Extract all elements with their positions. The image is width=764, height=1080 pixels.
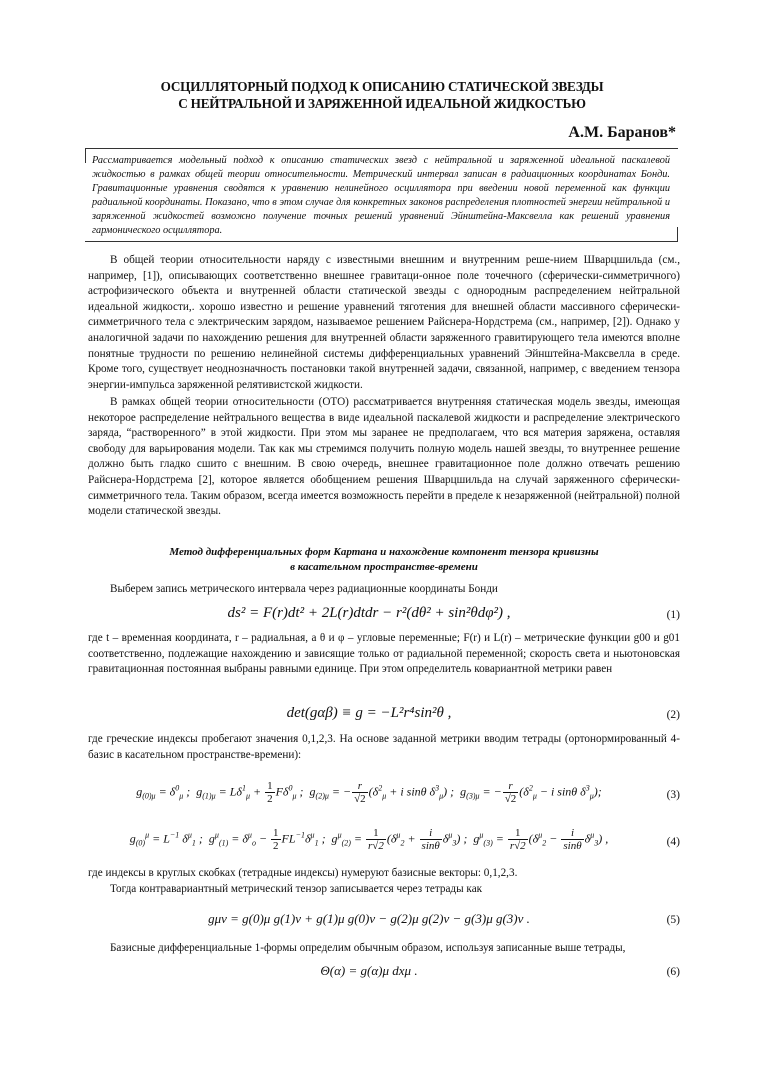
equation-1-number: (1): [666, 609, 680, 621]
equation-4-number: (4): [666, 836, 680, 848]
equation-4: [88, 827, 680, 855]
abstract-text: Рассматривается модельный подход к описанию статических звезд с нейтральной и заряженной идеальной паскалевой жидкостью в рамках общей теории относительности. Метрический интервал записан в радиационных координатах Бонди. Гравитационные уравнения сводятся к уравнению нелинейного осциллятора при введении новой переменной как функции радиальной координаты. Показано, что в этом случае для конкретных законов распределения плотностей энергии нейтральной и заряженной жидкостей возможно получение точных решений уравнений Эйнштейна-Максвелла как решений уравнения гармонического осциллятора.: [92, 155, 670, 237]
equation-6-formula: Θ(α) = g(α)μ dxμ .: [320, 963, 418, 978]
equation-1-formula: ds² = F(r)dt² + 2L(r)dtdr − r²(dθ² + sin²θdφ²) ,: [227, 605, 511, 621]
paper-title-line-2: С НЕЙТРАЛЬНОЙ И ЗАРЯЖЕННОЙ ИДЕАЛЬНОЙ ЖИДКОСТЬЮ: [178, 96, 586, 111]
equation-2-number: (2): [666, 709, 680, 721]
section-heading-line-1: Метод дифференциальных форм Картана и нахождение компонент тензора кривизны: [169, 546, 599, 558]
equation-1: [88, 605, 680, 633]
body-paragraph-1: [88, 253, 680, 393]
paper-title-line-1: ОСЦИЛЛЯТОРНЫЙ ПОДХОД К ОПИСАНИЮ СТАТИЧЕСКОЙ ЗВЕЗДЫ: [160, 79, 604, 94]
equation-5-formula: gμν = g(0)μ g(1)ν + g(1)μ g(0)ν − g(2)μ g(2)ν − g(3)μ g(3)ν .: [208, 911, 530, 926]
equation-4-formula: $g_{(0)}^\mu = L^{-1}$ $\delta^\mu_1$ ; $g^\mu_{(1)} = \delta^\mu_o$ − $\frac{1}{2}$ $FL^{-1}\delta^\mu_1$ ; $g^\mu_{(2)}$ = $\frac{1}{r√2}$ ($\delta^\mu_2$ + $\frac{i}{\sin\theta}$ $\delta^\mu_3$) ; $g^\mu_{(3)}$ = $\frac{1}{r√2}$ ($\delta^\mu_2$ − $\frac{i}{\sin\theta}$ $\delta^\mu_3$) ,: [129, 827, 609, 852]
equation-3-formula: $g_{(0)\mu} = \delta^0_\mu$ ; $g_{(1)\mu} = L\delta^1_\mu$ + $\frac{1}{2}$ $F\delta^0_\mu$ ; $g_{(2)\mu}$ = − $\frac{r}{√2}$ ($\delta^2_\mu + i$ sinθ $\delta^3_\mu$) ; $g_{(3)\mu}$ = − $\frac{r}{√2}$ ($\delta^2_\mu - i$ sinθ $\delta^3_\mu$);: [136, 780, 602, 805]
intro-eq6-text: Базисные дифференциальные 1-формы определим обычным образом, используя записанные выше тетрады,: [110, 942, 626, 954]
after-eq2-text: где греческие индексы пробегают значения 0,1,2,3. На основе заданной метрики вводим тетрады (ортонормированный 4-базис в касательном пространстве-времени):: [88, 733, 680, 761]
section-heading: [88, 545, 680, 575]
paragraph-text: В рамках общей теории относительности (ОТО) рассматривается внутренняя статическая модель звезды, имеющая некоторое распределение нейтрального вещества в виде идеальной паскалевой жидкости и распределение электрического заряда, “растворенного” в этой жидкости. При этом мы заранее не предполагаем, что вся материя заряжена, оставляя свободу для варьирования модели. Так как мы стремимся получить полную модель нашей звезды, то внутреннее решение должно быть гладко сшито с внешним. В свою очередь, внешнее гравитационное поле должно отвечать решению Райснера-Нордстрема [2], которое является обобщением решения Шварцшильда на случай заряженного сферически-симметричного тела. Таким образом, всегда имеется возможность перейти в пределе к незаряженной (нейтральной) полной модели статической звезды.: [88, 396, 680, 518]
intro-eq5-text: Тогда контравариантный метрический тензор записывается через тетрады как: [110, 883, 483, 895]
body-paragraph-2: [88, 395, 680, 520]
equation-6-number: (6): [666, 966, 680, 978]
after-eq1-text: где t – временная координата, r – радиальная, а θ и φ – угловые переменные; F(r) и L(r) – метрические функции g00 и g01 соответственно, подлежащие нахождению и зависящие только от радиальной переменной; скорость света и ньютоновская гравитационная постоянная выбраны равными единице. При этом определитель ковариантной метрики равен: [88, 632, 680, 676]
equation-2: [88, 705, 680, 733]
equation-5-number: (5): [666, 914, 680, 926]
equation-6: [88, 963, 680, 991]
paragraph-text: В общей теории относительности наряду с известными внешним и внутренним реше-нием Шварцшильда (см., например, [1]), описывающих соответственно внешнее гравитаци-онное поле точечного (сферически-симметричного) астрофизического объекта и внутренней области статической звезды с однородным распределением нейтральной идеальной жидкости,. хорошо известно и решение уравнений тяготения для внешней области массивного сферически-симметричного тела с электрическим зарядом, называемое решением Райснера-Нордстрема (см., например, [2]). Однако у аналогичной задачи по нахождению решения для внутренней области заряженного гравитирующего тела имеются вполне понятные трудности по решению нелинейной системы дифференциальных уравнений Эйнштейна-Максвелла в среде. Кроме того, существует неоднозначность постановки такой внутренней задачи, связанной, например, с введением тензора энергии-импульса заряженной релятивистской жидкости.: [88, 254, 680, 391]
after-eq4-text: где индексы в круглых скобках (тетрадные индексы) нумеруют базисные векторы: 0,1,2,3.: [88, 867, 518, 879]
equation-3: [88, 780, 680, 808]
intro-eq1-text: Выберем запись метрического интервала через радиационные координаты Бонди: [110, 583, 498, 595]
equation-3-number: (3): [666, 789, 680, 801]
equation-2-formula: det(gαβ) ≡ g = −L²r⁴sin²θ ,: [286, 705, 452, 721]
section-heading-line-2: в касательном пространстве-времени: [290, 561, 478, 573]
equation-5: [88, 911, 680, 939]
author-name: А.М. Баранов*: [568, 124, 676, 141]
